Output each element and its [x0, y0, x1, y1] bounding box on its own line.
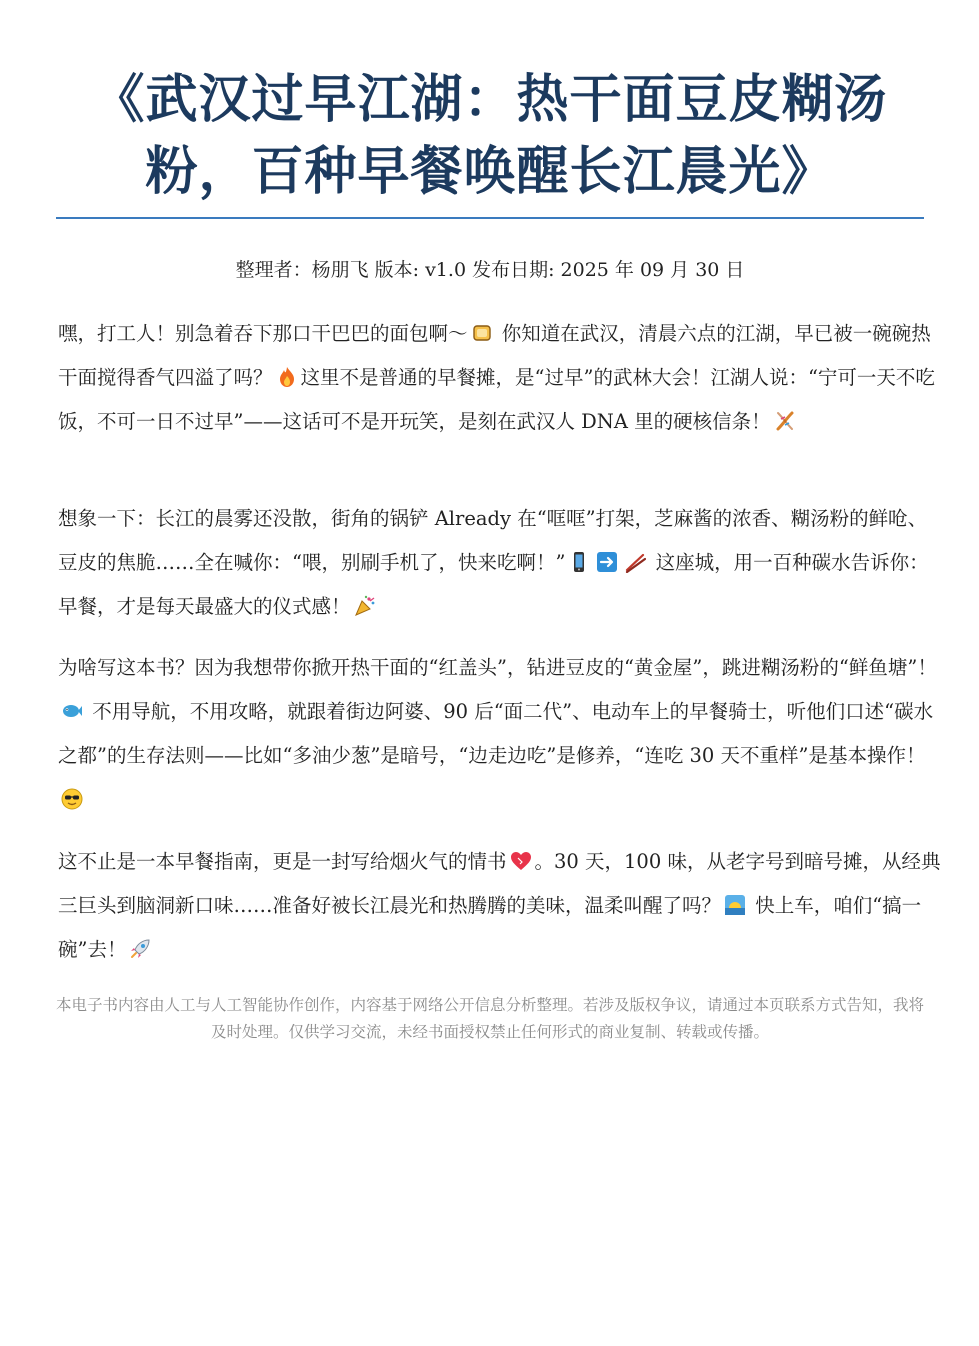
p3-text-1: 为啥写这本书？因为我想带你掀开热干面的“红盖头”，钻进豆皮的“黄金屋”，跳进糊汤粉的“鲜鱼塘”！ [58, 656, 937, 679]
chopsticks-icon [624, 551, 646, 573]
dna-icon [774, 410, 796, 432]
version-value: v1.0 [425, 259, 467, 281]
intro-paragraph-1 [58, 312, 942, 444]
p4-text-2: 。30 天，100 味，从老字号到暗号摊，从经典三巨头到脑洞新口味……准备好被长江晨光和热腾腾的美味，温柔叫醒了吗？ [58, 850, 941, 917]
fire-icon [276, 366, 298, 388]
intro-paragraph-4 [58, 840, 942, 972]
copyright-disclaimer: 本电子书内容由人工与人工智能协作创作，内容基于网络公开信息分析整理。若涉及版权争议，请通过本页联系方式告知，我将及时处理。仅供学习交流，未经书面授权禁止任何形式的商业复制、转载或传播。 [56, 996, 925, 1041]
intro-paragraph-2 [58, 497, 942, 629]
release-date: 2025 年 09 月 30 日 [560, 259, 745, 281]
p2-text-1: 想象一下：长江的晨雾还没散，街角的锅铲 Already 在“哐哐”打架，芝麻酱的浓香、糊汤粉的鲜呛、豆皮的焦脆……全在喊你：“喂，别刷手机了，快来吃啊！” [58, 507, 928, 574]
compiler-name: 杨朋飞 [311, 259, 369, 281]
intro-paragraph-3 [58, 646, 942, 822]
p4-text-1: 这不止是一本早餐指南，更是一封写给烟火气的情书 [58, 850, 507, 873]
p4-text-3: 快上车，咱们“搞一碗”去！ [58, 894, 922, 961]
p1-text-3: 这里不是普通的早餐摊，是“过早”的武林大会！江湖人说：“宁可一天不吃饭，不可一日不过早”——这话可不是开玩笑，是刻在武汉人 DNA 里的硬核信条！ [58, 366, 935, 433]
document-meta [56, 256, 924, 284]
p3-text-2: 不用导航，不用攻略，就跟着街边阿婆、90 后“面二代”、电动车上的早餐骑士，听他们口述“碳水之都”的生存法则——比如“多油少葱”是暗号，“边走边吃”是修养，“连吃 30 天不重样”是基本操作！ [58, 700, 934, 767]
sunrise-icon [724, 894, 746, 916]
sunglasses-icon [61, 788, 83, 810]
p2-text-2: 这座城，用一百种碳水告诉你：早餐，才是每天最盛大的仪式感！ [58, 551, 929, 618]
heart-icon [510, 850, 532, 872]
release-label: 发布日期: [466, 259, 561, 281]
fish-icon [61, 700, 83, 722]
p1-text-1: 嘿，打工人！别急着吞下那口干巴巴的面包啊～ [58, 322, 468, 345]
party-popper-icon [354, 595, 376, 617]
rocket-icon [129, 938, 151, 960]
bread-icon [471, 322, 493, 344]
p1-text-2: 你知道在武汉，清晨六点的江湖，早已被一碗碗热干面搅得香气四溢了吗？ [58, 322, 931, 389]
phone-icon [568, 551, 590, 573]
title-divider [56, 217, 924, 219]
arrow-right-icon [596, 551, 618, 573]
document-title: 《武汉过早江湖：热干面豆皮糊汤粉，百种早餐唤醒长江晨光》 [92, 70, 888, 202]
compiler-label: 整理者： [235, 259, 312, 281]
version-label: 版本: [368, 259, 426, 281]
